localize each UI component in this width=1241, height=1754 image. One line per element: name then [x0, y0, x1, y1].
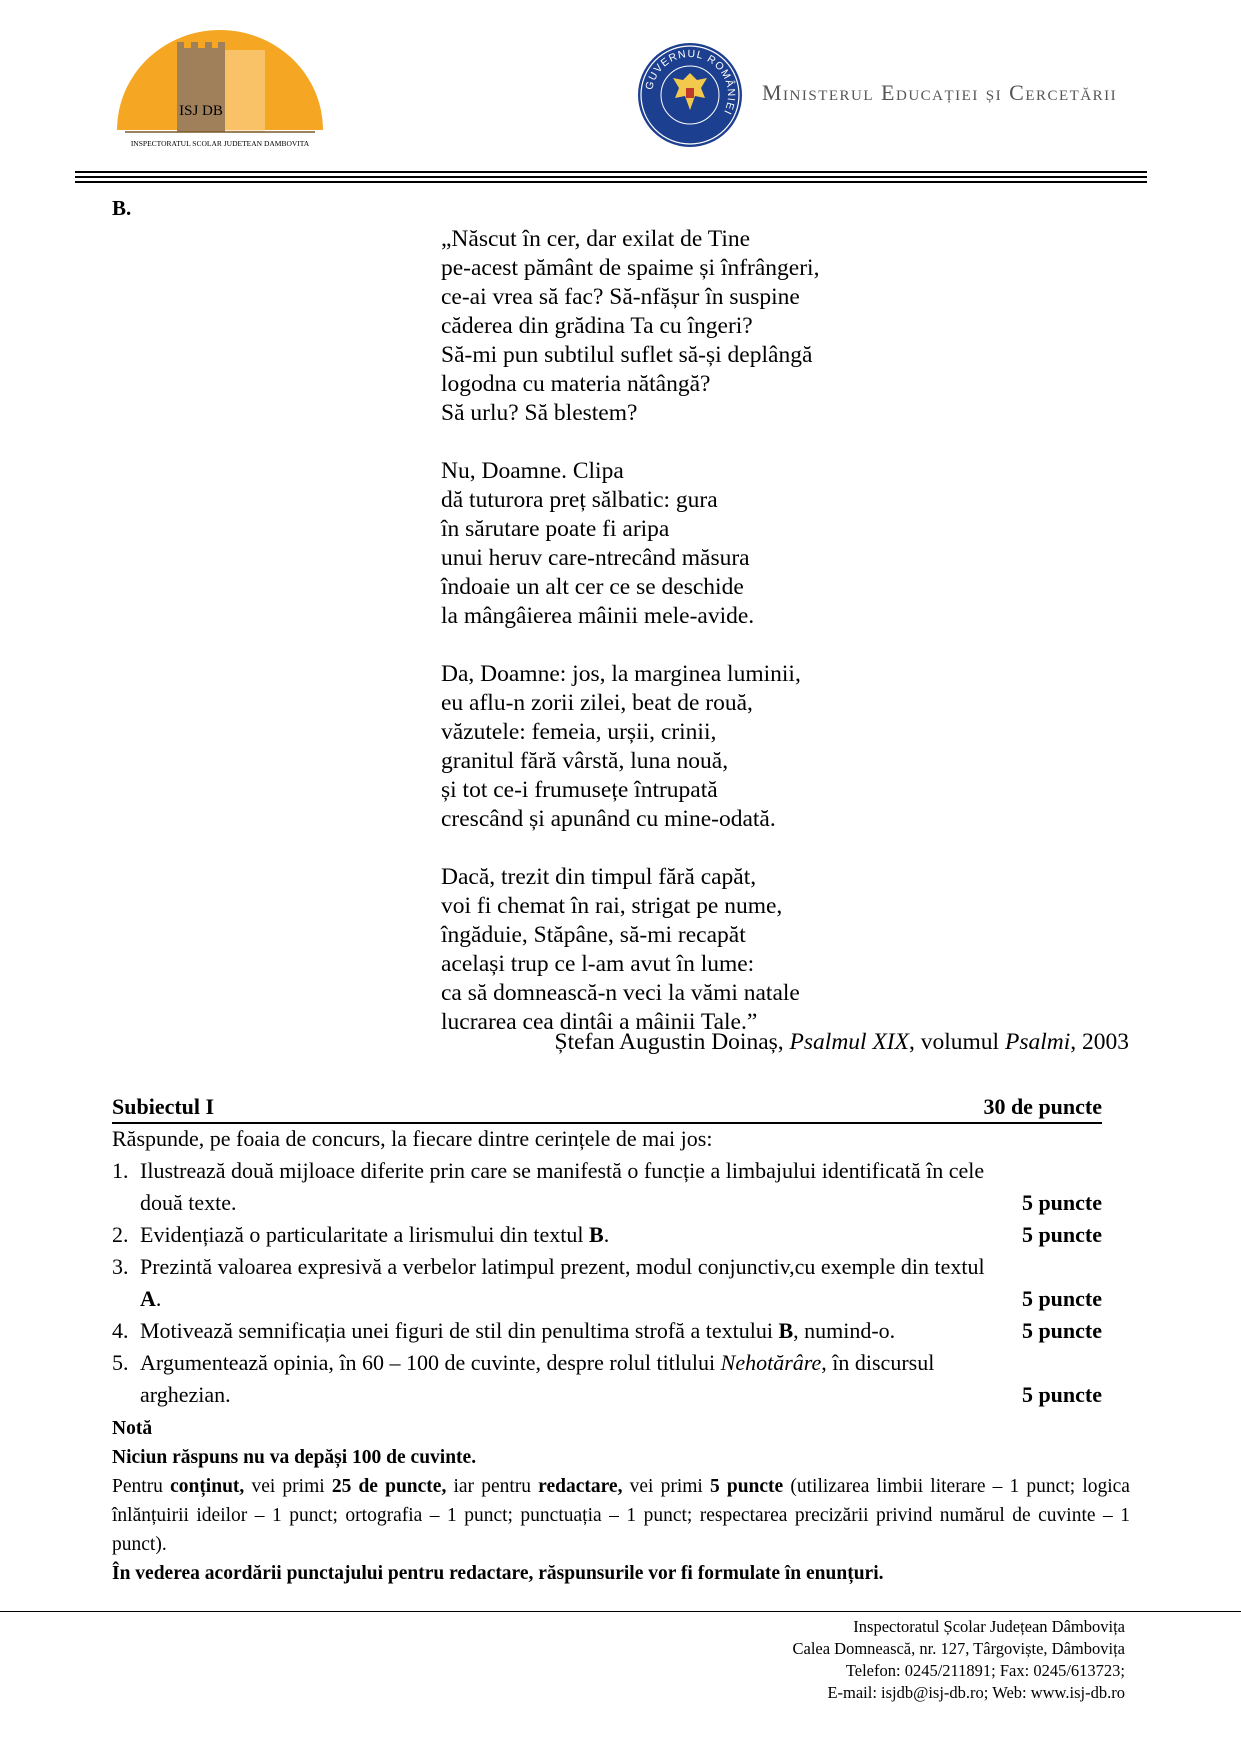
- footer-contact: [792, 1616, 1125, 1704]
- poem-stanza-1: [441, 225, 819, 428]
- question-text: Motivează semnificația unei figuri de stil din penultima strofă a textului: [140, 1318, 779, 1343]
- note-heading: Notă: [112, 1418, 153, 1439]
- note-text-bold: 25 de puncte,: [331, 1476, 447, 1497]
- subject-title: Subiectul I: [112, 1094, 215, 1119]
- poem-line: dă tuturora preț sălbatic: gura: [441, 487, 718, 513]
- question-score: 5 puncte: [1021, 1382, 1102, 1407]
- poem-line: același trup ce l-am avut în lume:: [441, 951, 755, 977]
- svg-text:GUVERNUL ROMÂNIEI: GUVERNUL ROMÂNIEI: [643, 47, 738, 118]
- poem-line: văzutele: femeia, urșii, crinii,: [441, 719, 717, 745]
- poem-line: voi fi chemat în rai, strigat pe nume,: [441, 893, 783, 919]
- note-final: În vederea acordării punctajului pentru redactare, răspunsurile vor fi formulate în enunțuri.: [112, 1563, 884, 1584]
- note-block: [112, 1414, 1130, 1588]
- question-5: [112, 1347, 1102, 1411]
- question-text: două texte.: [140, 1190, 237, 1215]
- subject-heading: [112, 1094, 1102, 1124]
- attribution-volume: Psalmi: [1004, 1029, 1071, 1055]
- government-seal: [635, 40, 745, 150]
- footer-address: Calea Domnească, nr. 127, Târgoviște, Dâmbovița: [792, 1639, 1125, 1658]
- question-3: [112, 1251, 1102, 1315]
- poem-stanza-3: [441, 660, 819, 834]
- question-text: Ilustrează două mijloace diferite prin care se manifestă o funcție a limbajului identificată în cele: [140, 1158, 985, 1183]
- note-text: Pentru: [112, 1476, 171, 1497]
- poem-line: Să urlu? Să blestem?: [441, 400, 638, 426]
- question-text: .: [603, 1222, 610, 1247]
- note-text-bold: redactare,: [538, 1476, 623, 1497]
- poem-line: îngăduie, Stăpâne, să-mi recapăt: [441, 922, 746, 948]
- attribution-sep: , volumul: [909, 1029, 1005, 1055]
- question-text-bold: B: [778, 1318, 794, 1343]
- poem-line: granitul fără vârstă, luna nouă,: [441, 748, 729, 774]
- question-text-bold: B: [589, 1222, 604, 1247]
- footer-phone: Telefon: 0245/211891; Fax: 0245/613723;: [845, 1661, 1125, 1680]
- question-list: [112, 1155, 1102, 1411]
- poem-line: logodna cu materia nătângă?: [441, 371, 711, 397]
- poem-line: și tot ce-i frumusețe întrupată: [441, 777, 718, 803]
- poem-line: Nu, Doamne. Clipa: [441, 458, 624, 484]
- poem-line: Să-mi pun subtilul suflet să-și deplângă: [441, 342, 813, 368]
- isj-logo: [115, 28, 325, 158]
- poem-line: lucrarea cea dintâi a mâinii Tale.”: [441, 1009, 758, 1035]
- header-rule-bottom: [75, 181, 1147, 183]
- question-2: [112, 1219, 1102, 1251]
- poem-line: Dacă, trezit din timpul fără capăt,: [441, 864, 757, 890]
- poem-line: la mângâierea mâinii mele-avide.: [441, 603, 755, 629]
- question-score: 5 puncte: [1021, 1222, 1102, 1247]
- question-text: arghezian.: [140, 1382, 231, 1407]
- ministry-name: Ministerul Educației și Cercetării: [762, 80, 1118, 105]
- poem-line: pe-acest pământ de spaime și înfrângeri,: [441, 255, 820, 281]
- header-rule-middle: [75, 176, 1147, 178]
- poem-attribution: [555, 1029, 1129, 1056]
- poem-line: unui heruv care-ntrecând măsura: [441, 545, 750, 571]
- poem: [441, 225, 819, 1037]
- svg-text:ISJ DB: ISJ DB: [179, 103, 223, 119]
- poem-line: eu aflu-n zorii zilei, beat de rouă,: [441, 690, 753, 716]
- subject-intro: Răspunde, pe foaia de concurs, la fiecare dintre cerințele de mai jos:: [112, 1126, 713, 1151]
- subject-points: 30 de puncte: [983, 1094, 1102, 1119]
- poem-line: crescând și apunând cu mine-odată.: [441, 806, 776, 832]
- attribution-year: , 2003: [1070, 1029, 1129, 1055]
- question-number: 4.: [112, 1318, 129, 1343]
- attribution-author: Ștefan Augustin Doinaș,: [554, 1029, 790, 1055]
- question-score: 5 puncte: [1021, 1190, 1102, 1215]
- question-number: 5.: [112, 1350, 129, 1375]
- question-1: [112, 1155, 1102, 1219]
- question-text: Argumentează opinia, în 60 – 100 de cuvinte, despre rolul titlului: [140, 1350, 721, 1375]
- note-text-bold: conținut,: [170, 1476, 245, 1497]
- note-text: vei primi: [622, 1476, 710, 1497]
- question-number: 1.: [112, 1158, 129, 1183]
- note-text: iar pentru: [446, 1476, 539, 1497]
- poem-line: în sărutare poate fi aripa: [441, 516, 670, 542]
- section-label: B.: [112, 196, 132, 220]
- note-text-bold: 5 puncte: [709, 1476, 784, 1497]
- question-text-bold: A: [140, 1286, 156, 1311]
- question-score: 5 puncte: [1021, 1286, 1102, 1311]
- question-text: Prezintă valoarea expresivă a verbelor latimpul prezent, modul conjunctiv,cu exemple din textul: [140, 1254, 985, 1279]
- isj-sun-tower-icon: [115, 28, 325, 158]
- footer-institution: Inspectoratul Școlar Județean Dâmbovița: [853, 1617, 1125, 1636]
- question-text: Evidențiază o particularitate a lirismului din textul: [140, 1222, 590, 1247]
- svg-text:INSPECTORATUL SCOLAR JUDETEAN: INSPECTORATUL SCOLAR JUDETEAN DAMBOVITA: [130, 139, 310, 148]
- attribution-title: Psalmul XIX: [789, 1029, 909, 1055]
- poem-line: Da, Doamne: jos, la marginea luminii,: [441, 661, 801, 687]
- note-text: (utilizarea limbii literare – 1 punct; logica înlănțuirii ideilor – 1 punct; ortografia – 1 punct; punctuația – 1 punct; respectarea precizării privind numărul de cuvinte – 1 punct).: [112, 1476, 1130, 1555]
- note-text: vei primi: [244, 1476, 332, 1497]
- question-text-italic: Nehotărâre: [720, 1350, 822, 1375]
- question-text: , numind-o.: [793, 1318, 896, 1343]
- poem-line: ca să domnească-n veci la vămi natale: [441, 980, 800, 1006]
- question-text: .: [155, 1286, 162, 1311]
- poem-stanza-2: [441, 457, 819, 631]
- note-scoring: [112, 1472, 1130, 1559]
- footer-email-web: E-mail: isjdb@isj-db.ro; Web: www.isj-db.ro: [827, 1683, 1125, 1702]
- poem-stanza-4: [441, 863, 819, 1037]
- poem-line: „Născut în cer, dar exilat de Tine: [441, 226, 751, 252]
- question-number: 2.: [112, 1222, 129, 1247]
- poem-line: căderea din grădina Ta cu îngeri?: [441, 313, 753, 339]
- header-rule-top: [75, 171, 1147, 173]
- note-word-limit: Niciun răspuns nu va depăși 100 de cuvinte.: [112, 1447, 477, 1468]
- question-score: 5 puncte: [1021, 1318, 1102, 1343]
- poem-line: îndoaie un alt cer ce se deschide: [441, 574, 744, 600]
- question-4: [112, 1315, 1102, 1347]
- question-text: , în discursul: [821, 1350, 935, 1375]
- government-seal-icon: [635, 40, 745, 150]
- question-number: 3.: [112, 1254, 129, 1279]
- poem-line: ce-ai vrea să fac? Să-nfășur în suspine: [441, 284, 800, 310]
- footer-rule: [0, 1611, 1241, 1612]
